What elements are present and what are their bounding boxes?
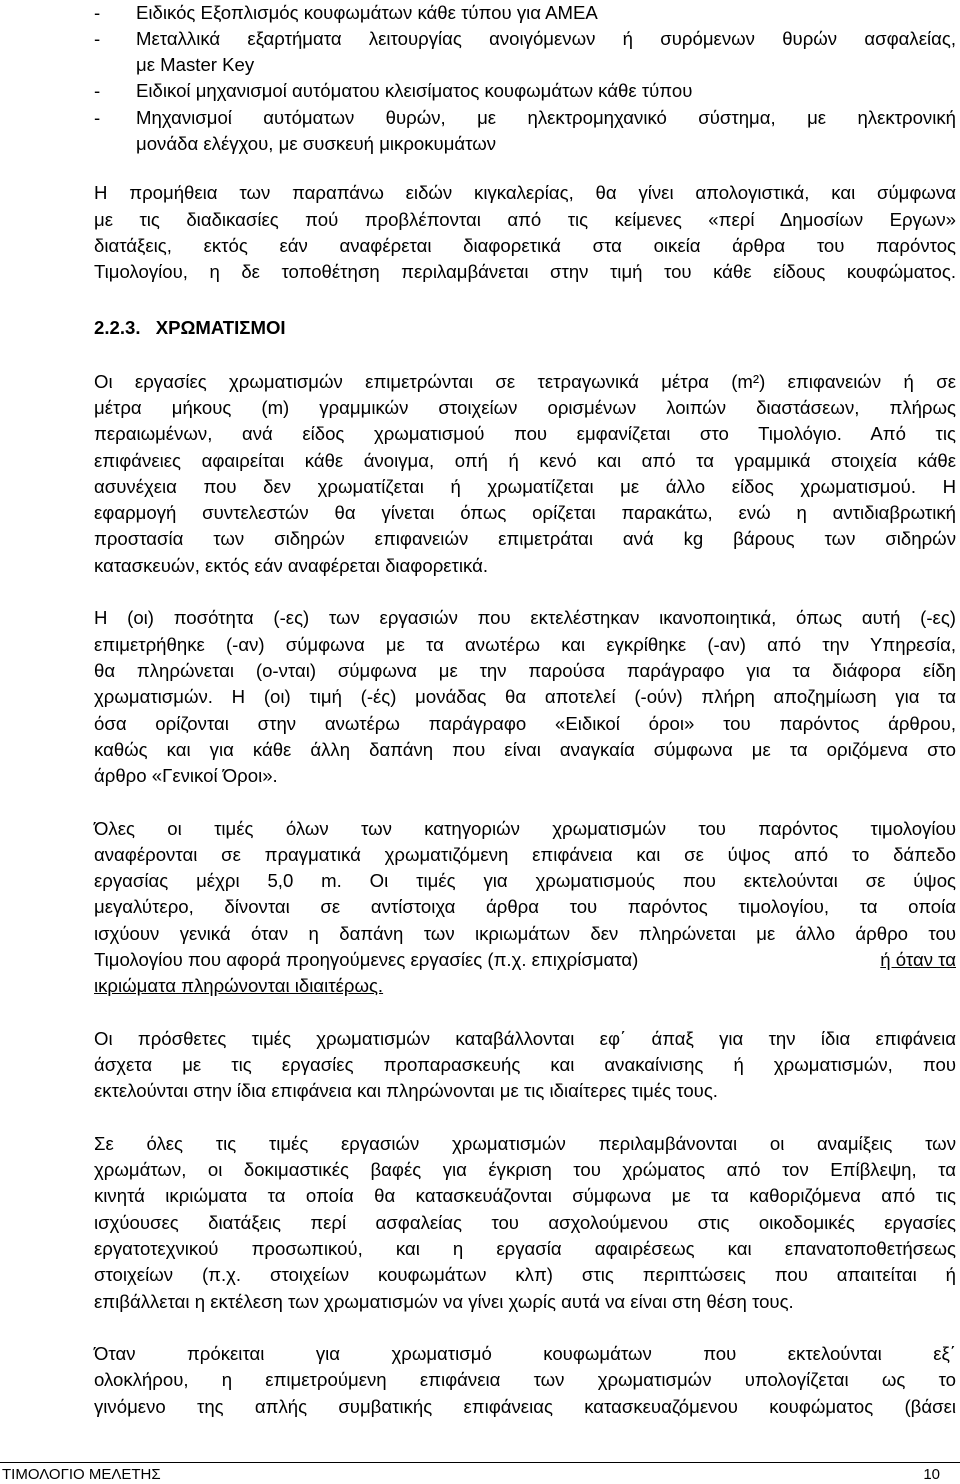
underlined-text: ικριώματα πληρώνονται ιδιαιτέρως. <box>94 975 384 996</box>
section-number: 2.2.3. <box>94 317 141 338</box>
paragraph-line: Η προμήθεια των παραπάνω ειδών κιγκαλερίας, θα γίνει απολογιστικά, και σύμφωνα <box>94 182 956 203</box>
paragraph-line: περαιωμένων, ανά είδος χρωματισμού που εμφανίζεται στο Τιμολόγιο. Από τις <box>94 423 956 444</box>
list-item: Ειδικοί μηχανισμοί αυτόματου κλεισίματος κουφωμάτων κάθε τύπου <box>136 80 693 101</box>
paragraph-line: ασυνέχεια που δεν χρωματίζεται ή χρωματίζεται με άλλο είδος χρωματισμού. Η <box>94 476 956 497</box>
paragraph-line: με τις διαδικασίες πού προβλέπονται από τις κείμενες «περί Δημοσίων Εργων» <box>94 209 956 230</box>
paragraph-line: γινόμενο της απλής συμβατικής επιφάνειας κατασκευαζόμενου κουφώματος (βάσει <box>94 1396 956 1417</box>
paragraph-line: Τιμολογίου, η δε τοποθέτηση περιλαμβάνεται στην τιμή του κάθε είδους κουφώματος. <box>94 261 956 282</box>
paragraph-line: καθώς και για κάθε άλλη δαπάνη που είναι αναγκαία σύμφωνα με τα οριζόμενα στο <box>94 739 956 760</box>
paragraph-line: προστασία των σιδηρών επιφανειών επιμετράται ανά kg βάρους των σιδηρών <box>94 528 956 549</box>
paragraph-line: μεγαλύτερο, δίνονται σε αντίστοιχα άρθρα του παρόντος τιμολογίου, τα οποία <box>94 896 956 917</box>
page-number: 10 <box>923 1466 940 1483</box>
paragraph-line: Σε όλες τις τιμές εργασιών χρωματισμών περιλαμβάνονται οι αναμίξεις των <box>94 1133 956 1154</box>
paragraph-line: Οι πρόσθετες τιμές χρωματισμών καταβάλλονται εφ΄ άπαξ για την ίδια επιφάνεια <box>94 1028 956 1049</box>
section-heading <box>94 315 286 341</box>
list-item: Ειδικός Εξοπλισμός κουφωμάτων κάθε τύπου για ΑΜΕΑ <box>136 2 598 23</box>
paragraph-line: χρωματισμών. Η (οι) τιμή (-ές) μονάδας θα αποτελεί (-ούν) πλήρη αποζημίωση για τα <box>94 686 956 707</box>
paragraph-line: μέτρα μήκους (m) γραμμικών στοιχείων ορισμένων λοιπών διαστάσεων, πλήρως <box>94 397 956 418</box>
paragraph-line: ισχύουν γενικά όταν η δαπάνη των ικριωμάτων δεν πληρώνεται με άλλο άρθρο του <box>94 923 956 944</box>
paragraph-line: ισχύουσες διατάξεις περί ασφαλείας του ασχολούμενου στις οικοδομικές εργασίες <box>94 1212 956 1233</box>
paragraph-line: επιβάλλεται η εκτέλεση των χρωματισμών να γίνει χωρίς αυτά να είναι στη θέση τους. <box>94 1291 794 1312</box>
paragraph-line: άσχετα με τις εργασίες προπαρασκευής και ανακαίνισης ή χρωματισμών, που <box>94 1054 956 1075</box>
paragraph-line: άρθρο «Γενικοί Όροι». <box>94 765 278 786</box>
list-item-continuation: μονάδα ελέγχου, με συσκευή μικροκυμάτων <box>136 133 497 154</box>
paragraph-line: Η (οι) ποσότητα (-ες) των εργασιών που εκτελέστηκαν ικανοποιητικά, όπως αυτή (-ες) <box>94 607 956 628</box>
paragraph-line: όσα ορίζονται στην ανωτέρω παράγραφο «Ειδικοί όροι» του παρόντος άρθρου, <box>94 713 956 734</box>
paragraph-line: επιμετρήθηκε (-αν) σύμφωνα με τα ανωτέρω και εγκρίθηκε (-αν) από την Υπηρεσία, <box>94 634 956 655</box>
paragraph-line: κατασκευών, εκτός εάν αναφέρεται διαφορετικά. <box>94 555 489 576</box>
paragraph-line: ολοκλήρου, η επιμετρούμενη επιφάνεια των χρωματισμών υπολογίζεται ως το <box>94 1369 956 1390</box>
paragraph-line: εργατοτεχνικού προσωπικού, και η εργασία αφαιρέσεως και επανατοποθετήσεως <box>94 1238 956 1259</box>
paragraph-line-plain: Τιμολογίου που αφορά προηγούμενες εργασίες (π.χ. επιχρίσματα) <box>94 949 639 970</box>
list-dash: - <box>94 107 101 128</box>
paragraph-line-mixed <box>94 947 956 973</box>
paragraph-line: στοιχείων (π.χ. στοιχείων κουφωμάτων κλπ) στις περιπτώσεις που απαιτείται ή <box>94 1264 956 1285</box>
paragraph-line: χρωμάτων, οι δοκιμαστικές βαφές για έγκριση του χρώματος από τον Επίβλεψη, τα <box>94 1159 956 1180</box>
list-item: Μεταλλικά εξαρτήματα λειτουργίας ανοιγόμενων ή συρόμενων θυρών ασφαλείας, <box>136 28 956 49</box>
paragraph-line: εφαρμογή συντελεστών θα γίνεται όπως ορίζεται παρακάτω, ενώ η αντιδιαβρωτική <box>94 502 956 523</box>
paragraph-line: Όλες οι τιμές όλων των κατηγοριών χρωματισμών του παρόντος τιμολογίου <box>94 818 956 839</box>
list-dash: - <box>94 2 101 23</box>
footer-title: ΤΙΜΟΛΟΓΙΟ ΜΕΛΕΤΗΣ <box>2 1466 161 1483</box>
list-item: Μηχανισμοί αυτόματων θυρών, με ηλεκτρομηχανικό σύστημα, με ηλεκτρονική <box>136 107 956 128</box>
underlined-text: ή όταν τα <box>880 949 956 970</box>
paragraph-line: κινητά ικριώματα τα οποία θα κατασκευάζονται σύμφωνα με τα καθοριζόμενα από τις <box>94 1185 956 1206</box>
list-item-continuation: με Master Key <box>136 54 255 75</box>
paragraph-line: εκτελούνται στην ίδια επιφάνεια και πληρώνονται με τις ιδιαίτερες τιμές τους. <box>94 1080 718 1101</box>
paragraph-line: αναφέρονται σε πραγματικά χρωματιζόμενη επιφάνεια και σε ύψος από το δάπεδο <box>94 844 956 865</box>
footer-divider <box>0 1462 960 1463</box>
list-dash: - <box>94 28 101 49</box>
paragraph-line: διατάξεις, εκτός εάν αναφέρεται διαφορετικά στα οικεία άρθρα του παρόντος <box>94 235 956 256</box>
list-dash: - <box>94 80 101 101</box>
paragraph-line: Οι εργασίες χρωματισμών επιμετρώνται σε τετραγωνικά μέτρα (m²) επιφανειών ή σε <box>94 371 956 392</box>
section-title: ΧΡΩΜΑΤΙΣΜΟΙ <box>155 317 286 338</box>
paragraph-line: εργασίας μέχρι 5,0 m. Οι τιμές για χρωματισμούς που εκτελούνται σε ύψος <box>94 870 956 891</box>
paragraph-line: επιφάνειες αφαιρείται κάθε άνοιγμα, οπή ή κενό και από τα γραμμικά στοιχεία κάθε <box>94 450 956 471</box>
paragraph-line: Όταν πρόκειται για χρωματισμό κουφωμάτων που εκτελούνται εξ΄ <box>94 1343 956 1364</box>
paragraph-line: θα πληρώνεται (ο-νται) σύμφωνα με την παρούσα παράγραφο για τα διάφορα είδη <box>94 660 956 681</box>
